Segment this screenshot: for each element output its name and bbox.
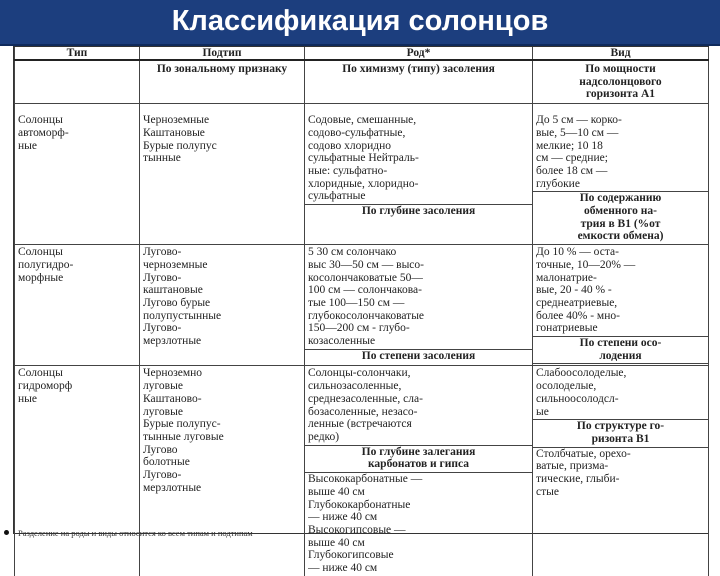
header-species: Вид: [533, 47, 709, 60]
cell-species: Слабоосолоделые, осолоделые, сильноосолодсл- ые По структуре го- ризонта В1 Столбчатые, орехо- ватые, призма- тические, глыби- стые: [533, 366, 709, 576]
classification-table-image: [13, 46, 709, 575]
cell-genus: 5 30 см солончако выс 30—50 см — высо- косолончаковатые 50— 100 см — солончакова- тые 100—150 см — глубокосолончаковатые 150—200 см - глубо- козасоленные По степени засоления: [305, 245, 533, 366]
header-row: [15, 47, 709, 60]
cell-type: Солонцы автоморф- ные: [15, 113, 140, 245]
table-row-hydromorphic: [15, 366, 709, 576]
species-subheading: По структуре го-: [533, 419, 708, 433]
footnote: Разделение на роды и виды относится ко всем типам и подтипам: [18, 528, 253, 538]
title-bar: [0, 0, 720, 46]
table-row-automorphic: [15, 113, 709, 245]
cell-subtype: Черноземные Каштановые Бурые полупус тынные: [140, 113, 305, 245]
slide-title: Классификация солонцов: [171, 5, 549, 37]
cell-species: До 5 см — корко- вые, 5—10 см — мелкие; 10 18 см — средние; более 18 см — глубокие По содержанию обменного на- трия в В1 (%от емкости обмена): [533, 113, 709, 245]
species-subheading: По содержанию: [533, 191, 708, 205]
cell-subtype: Лугово- черноземные Лугово- каштановые Лугово бурые полупустынные Лугово- мерзлотные: [140, 245, 305, 366]
cell-genus: Солонцы-солончаки, сильнозасоленные, среднезасоленные, сла- бозасоленные, незасо- ленные (встречаются редко) По глубине залегания карбонатов и гипса Высококарбонатные — выше 40 см Глубококарбонатные — ниже 40 см Высокогипсовые — выше 40 см Глубокогипсовые — ниже 40 см: [305, 366, 533, 576]
genus-subheading: По глубине залегания: [305, 445, 532, 459]
table-row-semihydromorphic: [15, 245, 709, 366]
header-subtype: Подтип: [140, 47, 305, 60]
cell-type: Солонцы гидроморф ные: [15, 366, 140, 576]
spacer-row: [15, 104, 709, 114]
bullet-icon: [4, 530, 9, 535]
header-genus: Род*: [305, 47, 533, 60]
criteria-subtype: По зональному признаку: [140, 60, 305, 104]
genus-subheading: По глубине засоления: [305, 204, 532, 218]
cell-genus: Содовые, смешанные, содово-сульфатные, содово хлоридно сульфатные Нейтраль- ные: сульфатно- хлоридные, хлоридно- сульфатные По глубине засоления: [305, 113, 533, 245]
criteria-type-empty: [15, 60, 140, 104]
criteria-row: [15, 60, 709, 104]
cell-type: Солонцы полугидро- морфные: [15, 245, 140, 366]
species-subheading: По степени осо-: [533, 336, 708, 350]
criteria-genus: По химизму (типу) засоления: [305, 60, 533, 104]
cell-subtype: Черноземно луговые Каштаново- луговые Бурые полупус- тынные луговые Лугово болотные Лугово- мерзлотные: [140, 366, 305, 576]
header-type: Тип: [15, 47, 140, 60]
genus-subheading: По степени засоления: [305, 349, 532, 363]
classification-table: [14, 47, 709, 576]
criteria-species: По мощности надсолонцового горизонта А1: [533, 60, 709, 104]
cell-species: До 10 % — оста- точные, 10—20% — малонатрие- вые, 20 - 40 % - среднеатриевые, более 40% - мно- гонатриевые По степени осо- лодения: [533, 245, 709, 366]
